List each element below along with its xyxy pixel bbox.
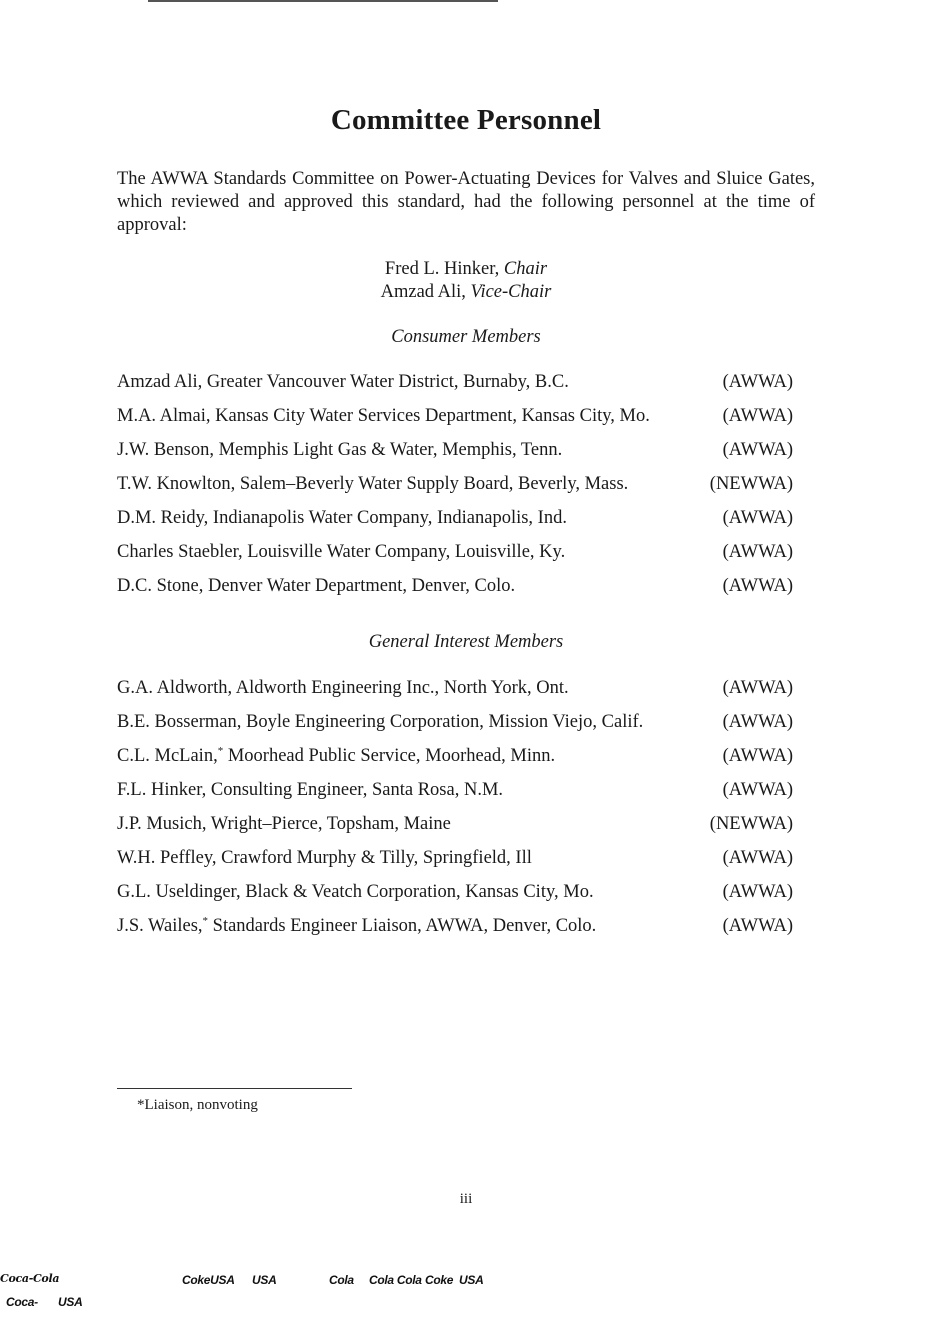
member-org: (AWWA) [722, 916, 793, 936]
officer-vice-chair [0, 282, 932, 303]
member-text: J.W. Benson, Memphis Light Gas & Water, Memphis, Tenn. [117, 440, 563, 460]
watermark-stamp: Cola [329, 1273, 354, 1287]
general-member-list [117, 677, 793, 949]
member-text: B.E. Bosserman, Boyle Engineering Corporation, Mission Viejo, Calif. [117, 712, 644, 732]
watermark-logo: Coca-Cola [0, 1272, 60, 1285]
member-org: (NEWWA) [709, 474, 793, 494]
member-row [117, 813, 793, 847]
member-org: (AWWA) [722, 848, 793, 868]
member-row [117, 507, 793, 541]
watermark-stamp: CokeUSA [182, 1273, 235, 1287]
footnote-marker: * [202, 914, 209, 927]
member-row [117, 779, 793, 813]
member-text: T.W. Knowlton, Salem–Beverly Water Supply Board, Beverly, Mass. [117, 474, 629, 494]
member-row [117, 677, 793, 711]
member-org: (AWWA) [722, 678, 793, 698]
officer-chair-role: Chair [503, 259, 548, 279]
member-row [117, 711, 793, 745]
footnote-rule [117, 1088, 352, 1089]
member-org: (AWWA) [722, 780, 793, 800]
watermark-stamp: USA [252, 1273, 277, 1287]
member-text [117, 915, 596, 937]
member-row [117, 881, 793, 915]
member-row [117, 575, 793, 609]
member-org: (AWWA) [722, 576, 793, 596]
member-affiliation: Standards Engineer Liaison, AWWA, Denver, Colo. [208, 916, 597, 936]
member-affiliation: Moorhead Public Service, Moorhead, Minn. [223, 746, 556, 766]
page-number: iii [459, 1191, 473, 1207]
member-row [117, 405, 793, 439]
member-row [117, 473, 793, 507]
member-org: (AWWA) [722, 712, 793, 732]
member-text: W.H. Peffley, Crawford Murphy & Tilly, Springfield, Ill [117, 848, 532, 868]
member-org: (AWWA) [722, 542, 793, 562]
officer-chair-name: Fred L. Hinker, [384, 259, 500, 279]
footnote: *Liaison, nonvoting [137, 1097, 258, 1113]
officer-chair [0, 259, 932, 280]
intro-paragraph: The AWWA Standards Committee on Power-Actuating Devices for Valves and Sluice Gates, which reviewed and approved this standard, had the following personnel at the time of approval: [117, 169, 815, 235]
member-org: (NEWWA) [709, 814, 793, 834]
member-org: (AWWA) [722, 440, 793, 460]
watermark-stamp: Cola Cola [369, 1273, 422, 1287]
member-name: C.L. McLain, [117, 746, 218, 766]
watermark-stamp: USA [459, 1273, 484, 1287]
general-interest-members-heading: General Interest Members [368, 632, 564, 652]
officer-vice-chair-role: Vice-Chair [470, 282, 552, 302]
member-text: M.A. Almai, Kansas City Water Services Department, Kansas City, Mo. [117, 406, 650, 426]
member-row [117, 371, 793, 405]
page-title: Committee Personnel [330, 104, 602, 136]
member-text: Charles Staebler, Louisville Water Company, Louisville, Ky. [117, 542, 566, 562]
footnote-marker: * [217, 744, 224, 757]
member-text [117, 745, 555, 767]
watermark-stamp: Coke [425, 1273, 454, 1287]
member-row [117, 439, 793, 473]
member-text: D.M. Reidy, Indianapolis Water Company, Indianapolis, Ind. [117, 508, 567, 528]
member-text: G.L. Useldinger, Black & Veatch Corporation, Kansas City, Mo. [117, 882, 594, 902]
member-org: (AWWA) [722, 746, 793, 766]
member-name: J.S. Wailes, [117, 916, 203, 936]
member-row [117, 745, 793, 779]
member-text: D.C. Stone, Denver Water Department, Denver, Colo. [117, 576, 516, 596]
member-org: (AWWA) [722, 406, 793, 426]
member-text: J.P. Musich, Wright–Pierce, Topsham, Maine [117, 814, 451, 834]
member-text: F.L. Hinker, Consulting Engineer, Santa Rosa, N.M. [117, 780, 504, 800]
member-text: Amzad Ali, Greater Vancouver Water District, Burnaby, B.C. [117, 372, 569, 392]
watermark-stamp: USA [58, 1295, 83, 1309]
member-text: G.A. Aldworth, Aldworth Engineering Inc., North York, Ont. [117, 678, 569, 698]
consumer-members-heading: Consumer Members [391, 327, 541, 347]
member-row [117, 915, 793, 949]
member-org: (AWWA) [722, 882, 793, 902]
member-row [117, 541, 793, 575]
member-row [117, 847, 793, 881]
officer-vice-chair-name: Amzad Ali, [380, 282, 466, 302]
member-org: (AWWA) [722, 372, 793, 392]
top-rule [148, 0, 498, 2]
member-org: (AWWA) [722, 508, 793, 528]
watermark-stamp: Coca- [6, 1295, 38, 1309]
consumer-member-list [117, 371, 793, 609]
